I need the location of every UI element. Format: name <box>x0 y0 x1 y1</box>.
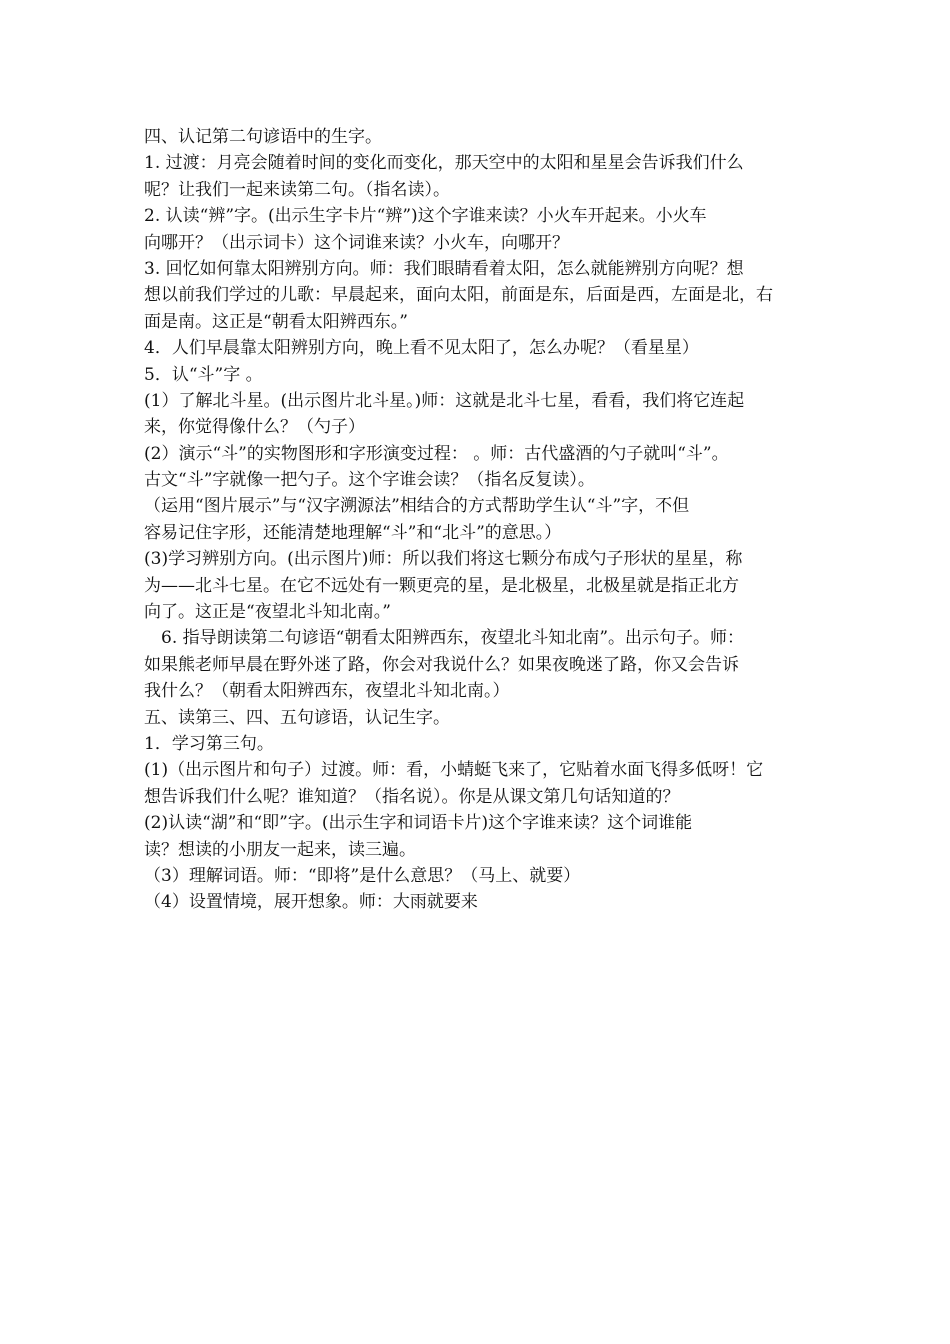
paragraph-line: 古文“斗”字就像一把勺子。这个字谁会读？（指名反复读）。 <box>144 470 595 491</box>
paragraph-line: 想以前我们学过的儿歌：早晨起来，面向太阳，前面是东，后面是西，左面是北，右 <box>144 285 773 306</box>
paragraph-line: 想告诉我们什么呢？谁知道？（指名说）。你是从课文第几句话知道的？ <box>144 786 680 807</box>
paragraph-line: 6. 指导朗读第二句谚语“朝看太阳辨西东，夜望北斗知北南”。出示句子。师： <box>161 628 745 649</box>
paragraph-line: 容易记住字形，还能清楚地理解“斗”和“北斗”的意思。） <box>144 522 562 543</box>
paragraph-line: 向了。这正是“夜望北斗知北南。” <box>144 602 391 623</box>
paragraph-line: 向哪开？（出示词卡）这个词谁来读？小火车，向哪开？ <box>144 232 569 253</box>
paragraph-line: 呢？让我们一起来读第二句。（指名读）。 <box>144 179 450 200</box>
paragraph-line: 3. 回忆如何靠太阳辨别方向。师：我们眼睛看着太阳，怎么就能辨别方向呢？想 <box>144 258 744 279</box>
paragraph-line: (1)（出示图片和句子）过渡。师：看，小蜻蜓飞来了，它贴着水面飞得多低呀！它 <box>144 760 764 781</box>
paragraph-line: (1）了解北斗星。(出示图片北斗星。)师：这就是北斗七星，看看，我们将它连起 <box>144 390 745 411</box>
section-heading: 四、认记第二句谚语中的生字。 <box>144 127 382 147</box>
paragraph-line: (3)学习辨别方向。(出示图片)师：所以我们将这七颗分布成勺子形状的星星，称 <box>144 549 743 570</box>
paragraph-line: 来，你觉得像什么？（勺子） <box>144 417 365 438</box>
paragraph-line: 1．学习第三句。 <box>144 733 274 754</box>
paragraph-line: 面是南。这正是“朝看太阳辨西东。” <box>144 311 408 332</box>
paragraph-line: (2)认读“湖”和“即”字。(出示生字和词语卡片)这个字谁来读？这个词谁能 <box>144 813 693 834</box>
paragraph-line: 我什么？（朝看太阳辨西东，夜望北斗知北南。） <box>144 681 510 702</box>
paragraph-line: 4．人们早晨靠太阳辨别方向，晚上看不见太阳了，怎么办呢？（看星星） <box>144 338 699 359</box>
section-heading: 五、读第三、四、五句谚语，认记生字。 <box>144 707 450 728</box>
paragraph-line: 如果熊老师早晨在野外迷了路，你会对我说什么？如果夜晚迷了路，你又会告诉 <box>144 654 739 675</box>
paragraph-line: 2. 认读“辨”字。(出示生字卡片“辨”)这个字谁来读？小火车开起来。小火车 <box>144 206 707 227</box>
paragraph-line: （运用“图片展示”与“汉字溯源法”相结合的方式帮助学生认“斗”字，不但 <box>144 496 690 517</box>
paragraph-line: 读？想读的小朋友一起来，读三遍。 <box>144 839 416 860</box>
paragraph-line: 1. 过渡：月亮会随着时间的变化而变化，那天空中的太阳和星星会告诉我们什么 <box>144 153 744 174</box>
document-body <box>144 124 824 916</box>
paragraph-line: 5．认“斗”字 。 <box>144 364 263 385</box>
paragraph-line: （3）理解词语。师：“即将”是什么意思？（马上、就要） <box>144 865 581 886</box>
paragraph-line: 为——北斗七星。在它不远处有一颗更亮的星，是北极星，北极星就是指正北方 <box>144 575 739 596</box>
paragraph-line: （4）设置情境，展开想象。师：大雨就要来 <box>144 892 478 913</box>
paragraph-line: (2）演示“斗”的实物图形和字形演变过程： 。师：古代盛酒的勺子就叫“斗”。 <box>144 443 729 464</box>
